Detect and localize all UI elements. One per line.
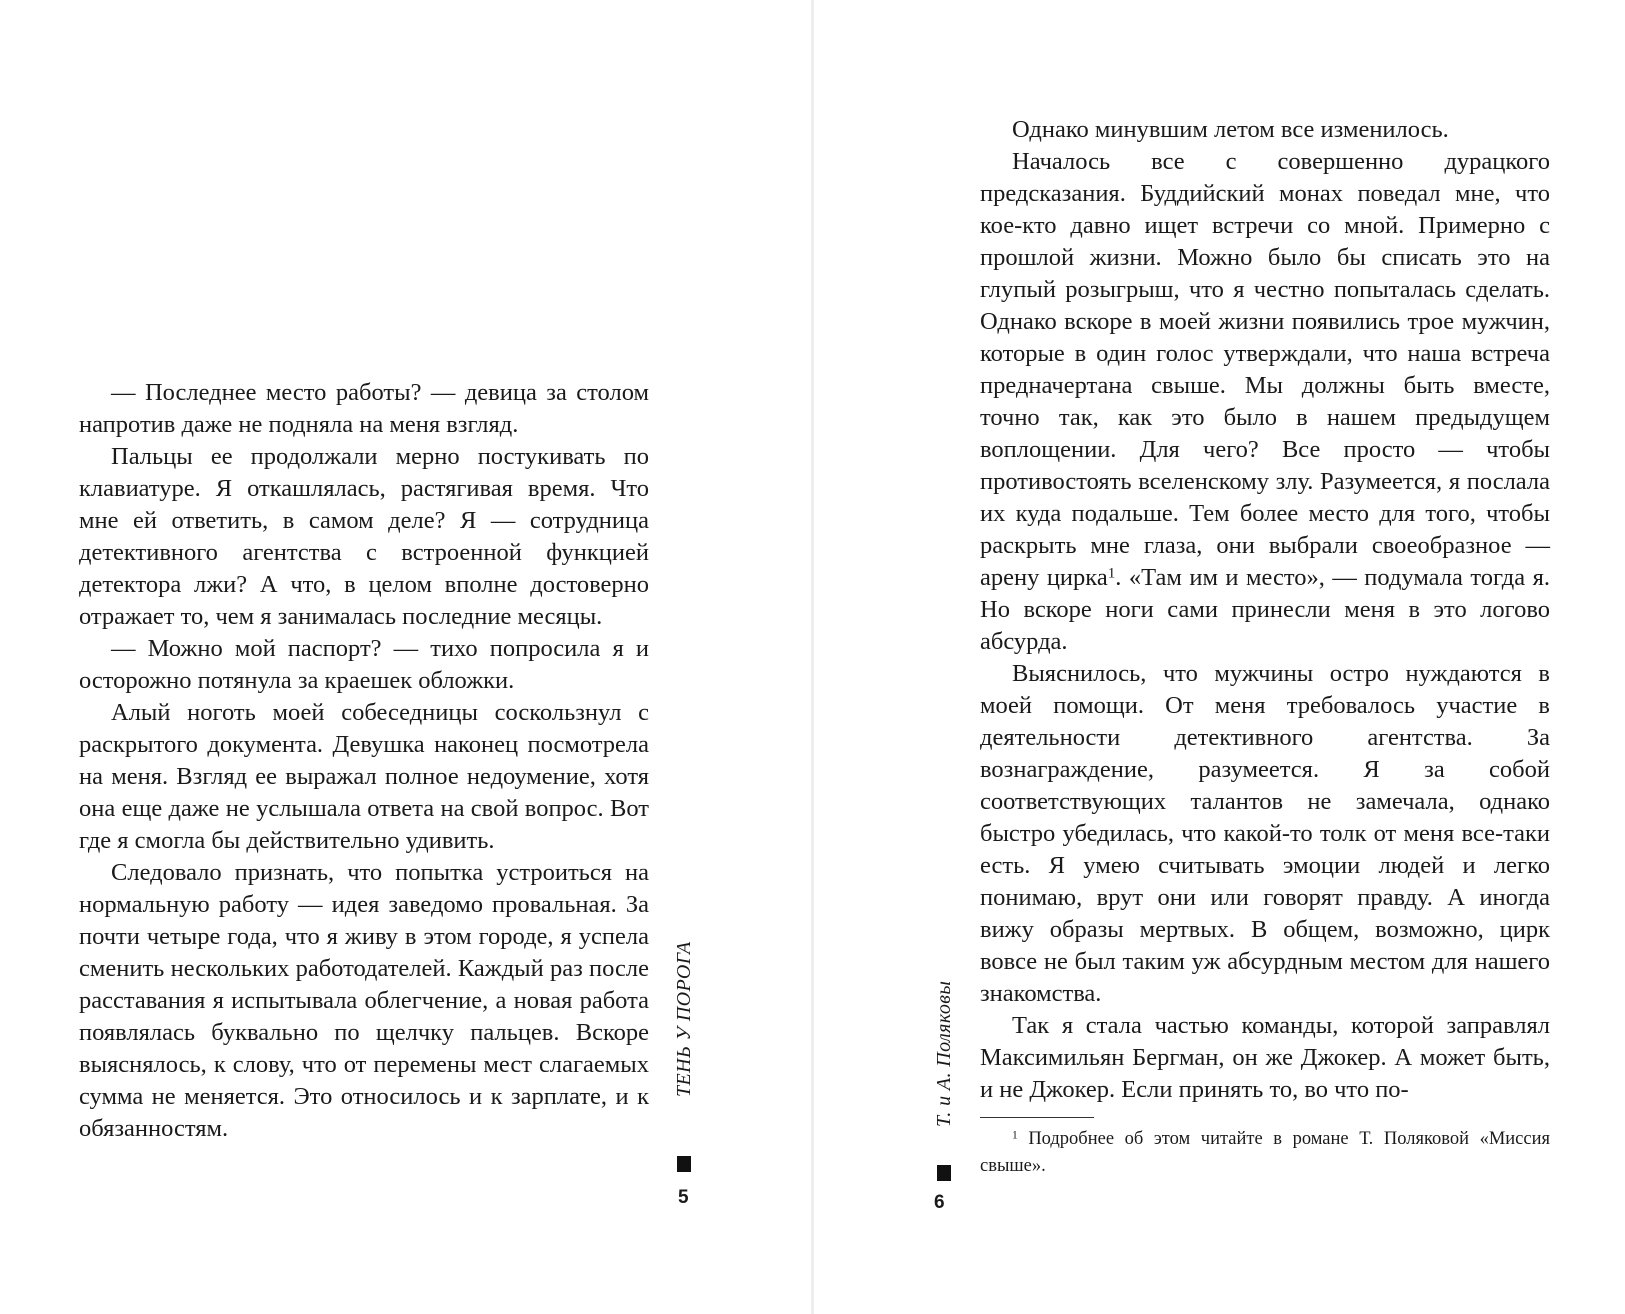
paragraph-text: Началось все с совершенно дурацкого предсказания. Буддийский монах поведал мне, что кое-кто давно ищет встречи со мной. Примерно с прошлой жизни. Можно было бы списать это на глупый розыгрыш, что я честно попыталась сделать. Однако вскоре в моей жизни появились трое мужчин, которые в один голос утверждали, что наша встреча предначертана свыше. Мы должны быть вместе, точно так, как это было в нашем предыдущем воплощении. Для чего? Все просто — чтобы противостоять вселенскому злу. Разумеется, я послала их куда подальше. Тем более место для того, чтобы раскрыть мне глаза, они выбрали своеобразное — арену цирка bbox=[980, 148, 1550, 591]
paragraph: Началось все с совершенно дурацкого предсказания. Буддийский монах поведал мне, что кое-кто давно ищет встречи со мной. Примерно с прошлой жизни. Можно было бы списать это на глупый розыгрыш, что я честно попыталась сделать. Однако вскоре в моей жизни появились трое мужчин, которые в один голос утверждали, что наша встреча предначертана свыше. Мы должны быть вместе, точно так, как это было в нашем предыдущем воплощении. Для чего? Все просто — чтобы противостоять вселенскому злу. Разумеется, я послала их куда подальше. Тем более место для того, чтобы раскрыть мне глаза, они выбрали своеобразное — арену цирка$^1$. «Там им и место», — подумала тогда я. Но вскоре ноги сами принесли меня в это логово абсурда. bbox=[980, 148, 1550, 655]
footnote-divider bbox=[980, 1117, 1094, 1118]
paragraph: Однако минувшим летом все изменилось. bbox=[1012, 116, 1449, 143]
page-number: 5 bbox=[678, 1187, 689, 1208]
footnote-text: Подробнее об этом читайте в романе Т. Поляковой «Миссия свыше». bbox=[980, 1129, 1551, 1176]
left-page-body bbox=[79, 377, 649, 1145]
running-head-marker bbox=[937, 1165, 951, 1181]
footnote bbox=[980, 1126, 1550, 1180]
footnote-number: 1 bbox=[1012, 1129, 1018, 1142]
running-head-title: ТЕНЬ У ПОРОГА bbox=[673, 941, 695, 1097]
running-head-author: Т. и А. Поляковы bbox=[933, 980, 955, 1127]
running-head-marker bbox=[677, 1156, 691, 1172]
paragraph: Выяснилось, что мужчины остро нуждаются в моей помощи. От меня требовалось участие в деятельности детективного агентства. За вознаграждение, разумеется. Я за собой соответствующих талантов не замечала, однако быстро убедилась, что какой-то толк от меня все-таки есть. Я умею считывать эмоции людей и легко понимаю, врут они или говорят правду. А иногда вижу образы мертвых. В общем, возможно, цирк вовсе не был таким уж абсурдным местом для нашего знакомства. bbox=[980, 660, 1550, 1007]
paragraph: Так я стала частью команды, которой заправлял Максимильян Бергман, он же Джокер. А может быть, и не Джокер. Если принять то, во что по- bbox=[980, 1012, 1550, 1103]
footnote-reference[interactable]: 1 bbox=[1107, 564, 1116, 582]
footnote-line bbox=[980, 1126, 1550, 1180]
page-number: 6 bbox=[934, 1192, 945, 1213]
paragraph: Пальцы ее продолжали мерно постукивать по клавиатуре. Я откашлялась, растягивая время. Что мне ей ответить, в самом деле? Я — сотрудница детективного агентства с встроенной функцией детектора лжи? А что, в целом вполне достоверно отражает то, чем я занималась последние месяцы. bbox=[79, 443, 649, 630]
paragraph: Следовало признать, что попытка устроиться на нормальную работу — идея заведомо провальная. За почти четыре года, что я живу в этом городе, я успела сменить нескольких работодателей. Каждый раз после расставания я испытывала облегчение, а новая работа появлялась буквально по щелчку пальцев. Вскоре выяснялось, к слову, что от перемены мест слагаемых сумма не меняется. Это относилось и к зарплате, и к обязанностям. bbox=[79, 859, 649, 1142]
paragraph: Алый ноготь моей собеседницы соскользнул с раскрытого документа. Девушка наконец посмотрела на меня. Взгляд ее выражал полное недоумение, хотя она еще даже не услышала ответа на свой вопрос. Вот где я смогла бы действительно удивить. bbox=[79, 699, 649, 854]
page-gutter bbox=[811, 0, 814, 1314]
paragraph-text: «Там им и место», — подумала тогда я. Но вскоре ноги сами принесли меня в это логово абсурда. bbox=[980, 564, 1550, 655]
paragraph: — Можно мой паспорт? — тихо попросила я и осторожно потянула за краешек обложки. bbox=[79, 635, 649, 694]
paragraph: — Последнее место работы? — девица за столом напротив даже не подняла на меня взгляд. bbox=[79, 379, 649, 438]
right-page-body bbox=[980, 114, 1550, 1106]
